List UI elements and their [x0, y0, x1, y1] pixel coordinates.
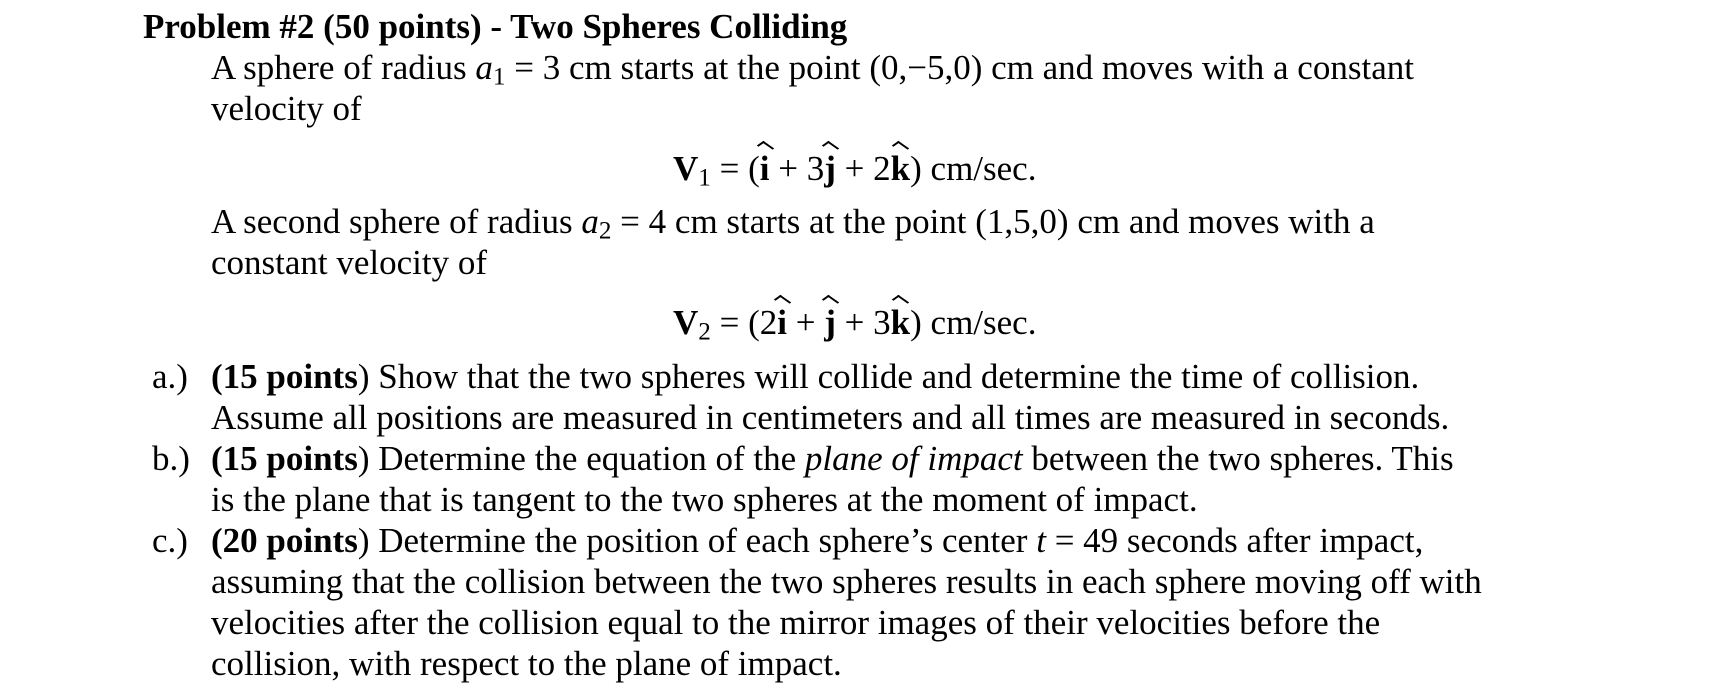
part-b-line2: is the plane that is tangent to the two spheres at the moment of impact.	[211, 480, 1198, 519]
sphere1-line1: A sphere of radius $a_1 = 3$ cm starts at the point (0,−5,0) cm and moves with a constant	[211, 48, 1414, 91]
part-c-line1: (20 points) Determine the position of each sphere’s center t = 49 seconds after impact,	[211, 521, 1424, 560]
problem-title: Problem #2 (50 points) - Two Spheres Colliding	[143, 7, 848, 46]
velocity1-equation: $V_1 = (i + 3j + 2k)$ cm/sec.	[673, 149, 1037, 192]
sphere2-line2: constant velocity of	[211, 243, 488, 282]
velocity2-equation: $V_2 = (2i + j + 3k)$ cm/sec.	[673, 303, 1037, 346]
part-c-line3: velocities after the collision equal to the mirror images of their velocities before the	[211, 603, 1381, 642]
part-a-label: a.)	[152, 357, 188, 396]
sphere1-line2: velocity of	[211, 89, 362, 128]
part-a-line1: (15 points) Show that the two spheres will collide and determine the time of collision.	[211, 357, 1420, 396]
sphere2-line1: A second sphere of radius $a_2 = 4$ cm starts at the point (1,5,0) cm and moves with a	[211, 202, 1375, 245]
part-c-line2: assuming that the collision between the two spheres results in each sphere moving off with	[211, 562, 1482, 601]
part-a-line2: Assume all positions are measured in centimeters and all times are measured in seconds.	[211, 398, 1450, 437]
part-c-label: c.)	[152, 521, 188, 560]
part-b-label: b.)	[152, 439, 190, 478]
part-b-line1: (15 points) Determine the equation of the plane of impact between the two spheres. This	[211, 439, 1454, 478]
part-c-line4: collision, with respect to the plane of impact.	[211, 644, 842, 683]
